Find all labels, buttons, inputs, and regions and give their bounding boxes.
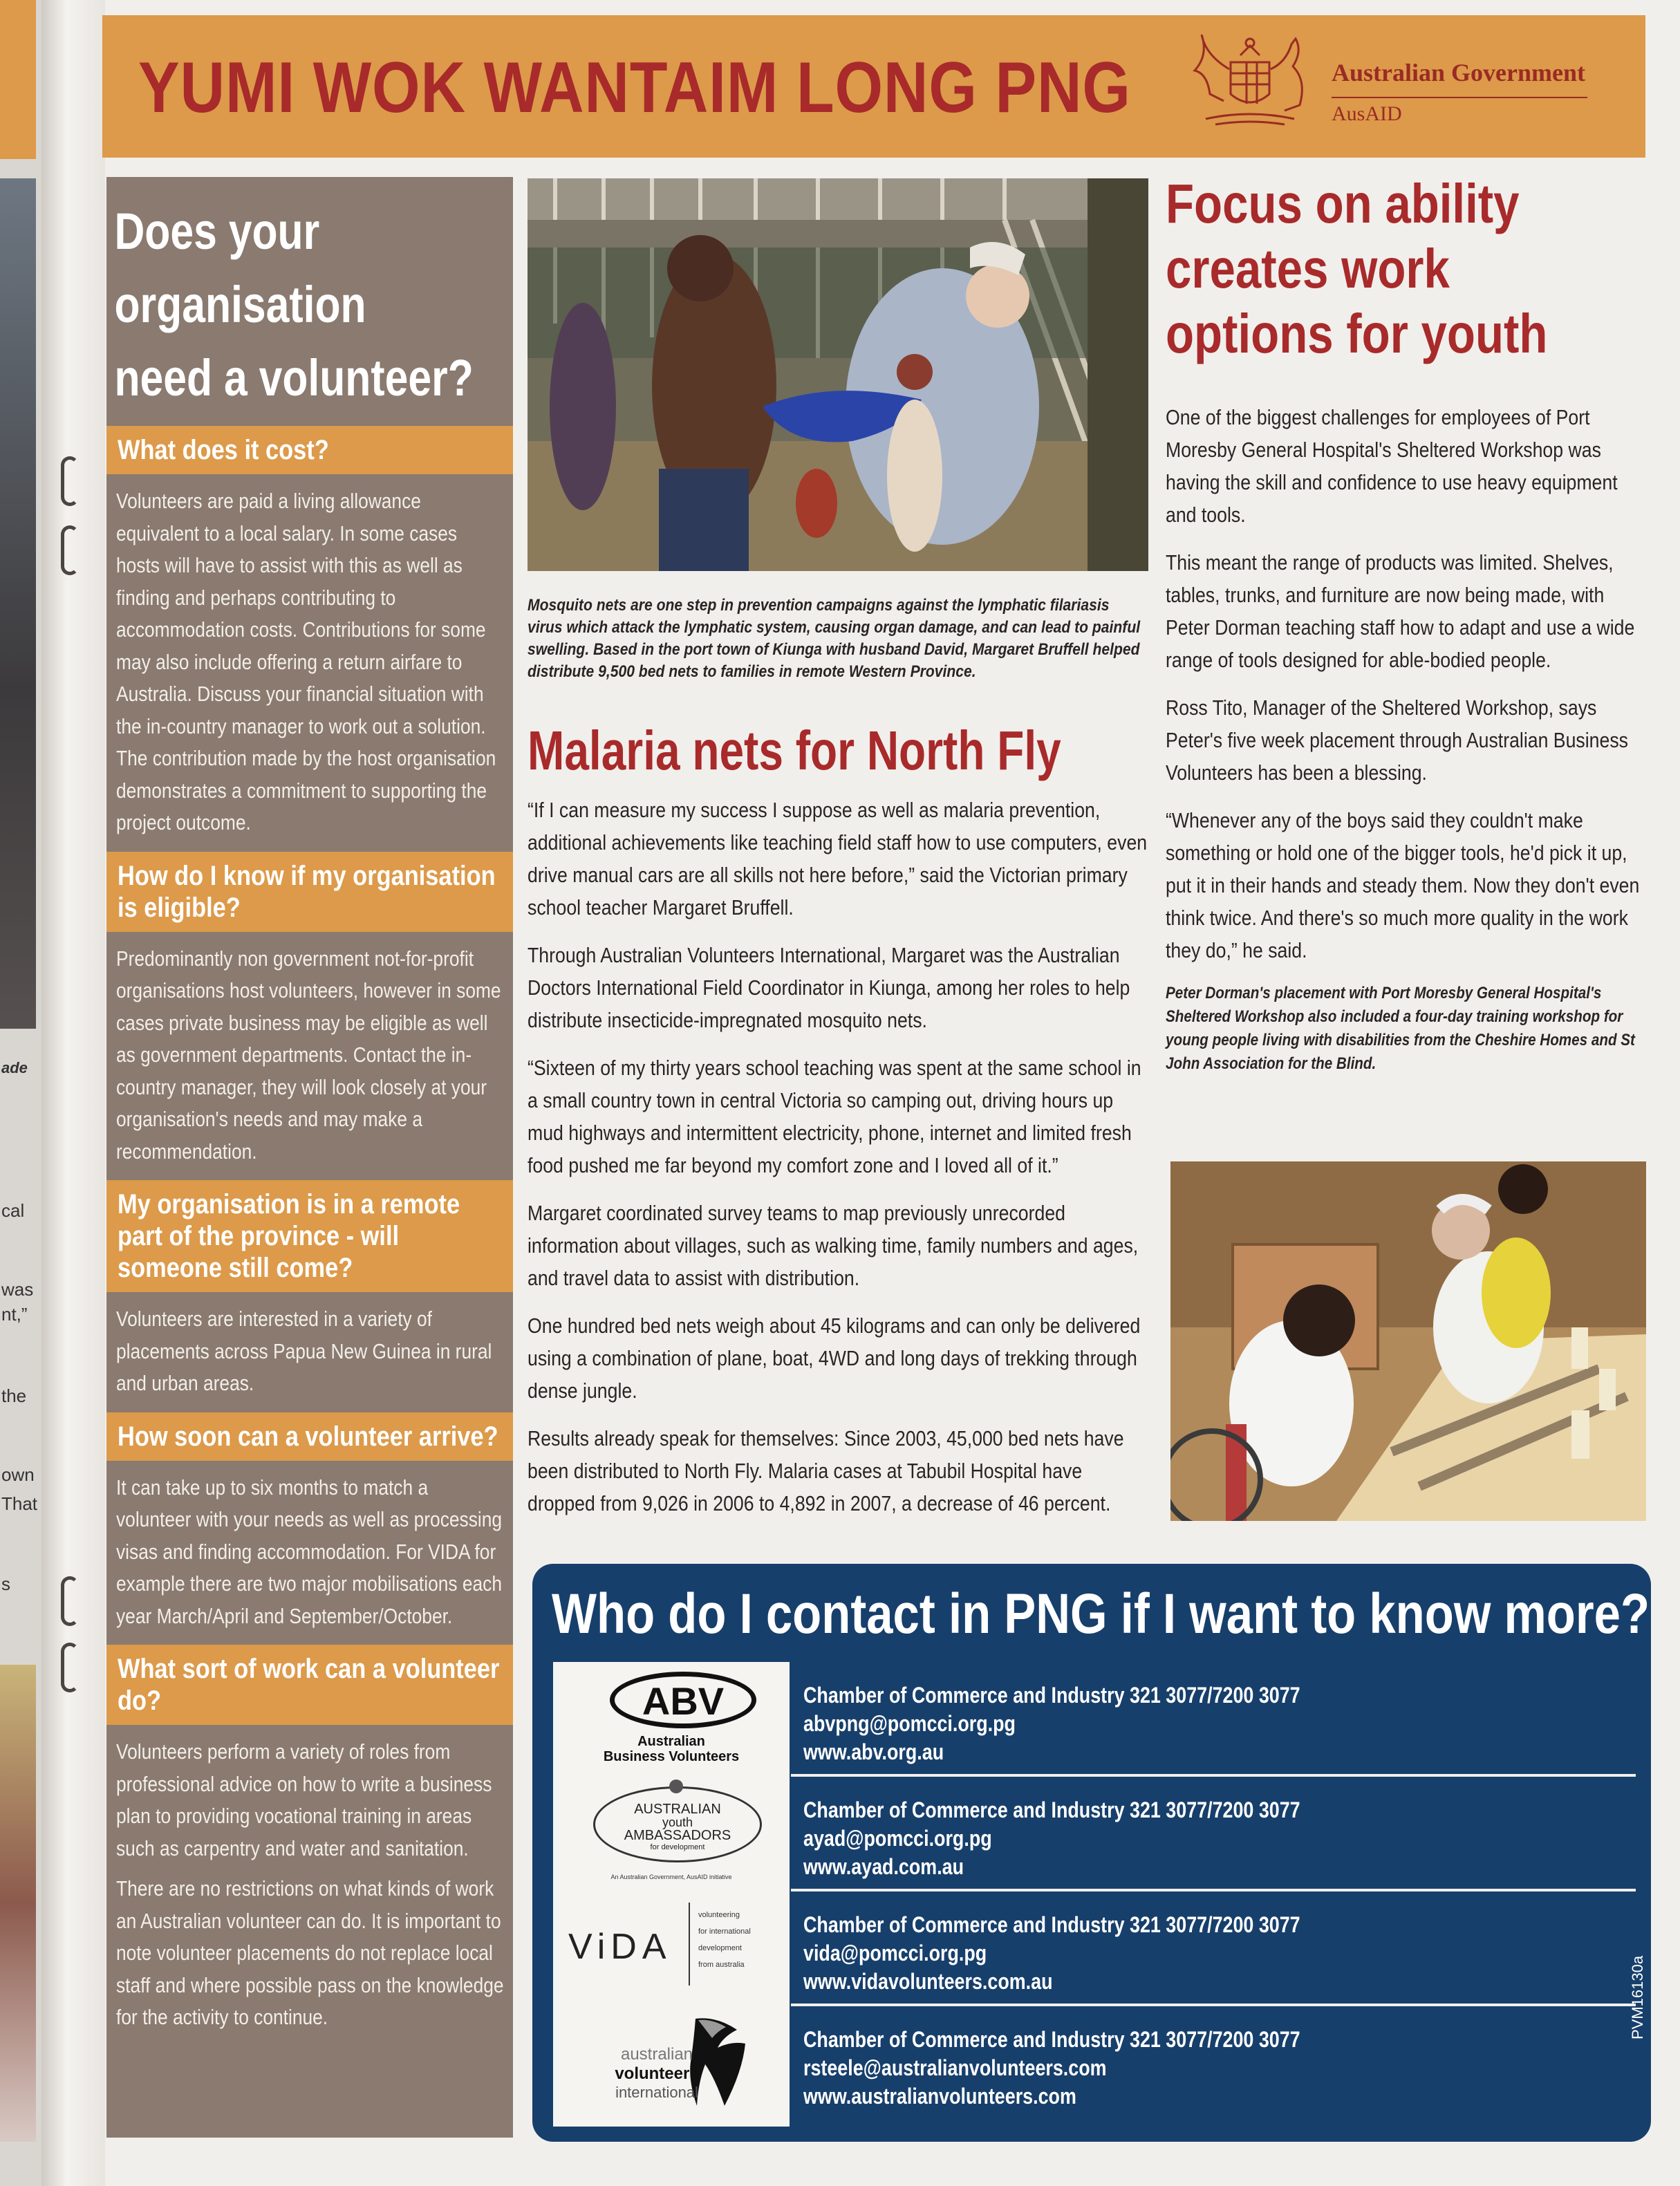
faq-answer-eligibility [106,932,513,1181]
contact-row-avi [791,2006,1636,2121]
contact-website[interactable]: www.australianvolunteers.com [803,2084,1076,2109]
contact-phone: Chamber of Commerce and Industry 321 3077/7200 3077 [803,1683,1300,1708]
adjacent-photo [0,178,36,1029]
faq-paragraph: Volunteers perform a variety of roles from professional advice on how to write a business plan to providing vocational training in areas such as carpentry and water and sanitation. [116,1739,492,1860]
vida-logo-mark: ViDA [568,1927,672,1967]
article-paragraph: Results already speak for themselves: Since 2003, 45,000 bed nets have been distributed to North Fly. Malaria cases at Tabubil Hospital have dropped from 9,026 in 2006 to 4,892 in 2007, a decrease of 46 percent. [528,1426,1124,1515]
ayad-logo-text: AMBASSADORS [624,1828,731,1843]
contact-website[interactable]: www.vidavolunteers.com.au [803,1969,1053,1994]
faq-heading-remote: My organisation is in a remote part of the province - will someone still come? [106,1180,513,1292]
abv-logo-name: Business Volunteers [603,1749,740,1764]
abv-logo-name: Australian [637,1734,705,1749]
ayad-logo-text: youth [662,1815,693,1829]
edge-fragment: That [1,1493,38,1514]
edge-fragment: the [1,1385,27,1406]
header-banner [102,15,1645,158]
contact-phone: Chamber of Commerce and Industry 321 3077/7200 3077 [803,2027,1300,2052]
article-heading-focus: Focus on ability creates work options for youth [1166,173,1548,364]
mosquito-net-distribution-photo [528,178,1148,571]
faq-heading-work: What sort of work can a volunteer do? [106,1645,513,1725]
divider [1332,97,1587,98]
faq-answer-remote [106,1292,513,1412]
contact-website[interactable]: www.abv.org.au [803,1739,944,1764]
faq-paragraph: Predominantly non government not-for-profit organisations host volunteers, however in some cases private business may be eligible as well as government departments. Contact the in-country manager, they will look closely at your organisation's needs and may make a recommendation. [116,946,501,1164]
vida-logo-tagline: for international [698,1927,751,1936]
contact-box [532,1564,1651,2142]
government-name: Australian Government [1332,59,1585,86]
contact-title: Who do I contact in PNG if I want to know more? [552,1582,1650,1645]
binding-spine [41,0,105,2186]
agency-name: AusAID [1332,102,1402,125]
coat-of-arms-icon [1181,35,1319,138]
edge-fragment: was [1,1279,34,1300]
edge-fragment: ade [1,1059,28,1076]
vida-logo-tagline: development [698,1944,742,1952]
photo-caption: Mosquito nets are one step in prevention campaigns against the lymphatic filariasis virus which attack the lymphatic system, causing organ damage, and can lead to painful swelling. Based in the port town of Kiunga with husband David, Margaret Bruffell helped distribute 9,500 bed nets to families in remote Western Province. [528,596,1141,681]
vida-logo [553,1891,790,2006]
contact-email[interactable]: vida@pomcci.org.pg [803,1941,987,1965]
faq-answer-work [106,1725,513,2046]
contact-email[interactable]: abvpng@pomcci.org.pg [803,1711,1016,1736]
faq-paragraph: Volunteers are interested in a variety of placements across Papua New Guinea in rural and urban areas. [116,1307,492,1395]
article-paragraph: Through Australian Volunteers International, Margaret was the Australian Doctors International Field Coordinator in Kiunga, among her roles to help distribute insecticide-impregnated mosquito nets. [528,943,1130,1032]
contact-email[interactable]: rsteele@australianvolunteers.com [803,2055,1107,2080]
binding-ring [61,525,79,575]
article-paragraph: “Sixteen of my thirty years school teaching was spent at the same school in a small country town in central Victoria so camping out, driving hours up mud highways and intermittent electricity, phone, internet and limited fresh food pushed me far beyond my comfort zone and I loved all of it.” [528,1056,1141,1177]
sidebar-title-line: Does your [114,203,320,260]
contact-website[interactable]: www.ayad.com.au [803,1854,964,1879]
faq-answer-arrival [106,1461,513,1645]
article-paragraph: “Whenever any of the boys said they couldn't make something or hold one of the bigger tools, he'd pick it up, put it in their hands and steady them. Now they don't even think twice. And there's so much more quality in the work they do,” he said. [1166,808,1640,962]
edge-fragment: nt,” [1,1304,28,1325]
article-body-focus [1166,401,1650,1091]
adjacent-photo [0,1665,36,2142]
avi-logo-text: volunteers [615,2064,699,2083]
ayad-logo [553,1777,790,1891]
article-paragraph: One hundred bed nets weigh about 45 kilograms and can only be delivered using a combination of plane, boat, 4WD and long days of trekking through dense jungle. [528,1314,1141,1403]
article-paragraph: Ross Tito, Manager of the Sheltered Workshop, says Peter's five week placement through Australian Business Volunteers has been a blessing. [1166,695,1628,785]
adjacent-orange-strip [0,0,36,159]
faq-paragraph: It can take up to six months to match a volunteer with your needs as well as processing visas and finding accommodation. For VIDA for example there are two major mobilisations each year March/April and September/October. [116,1475,503,1628]
edge-fragment: own [1,1464,35,1485]
faq-paragraph: There are no restrictions on what kinds of work an Australian volunteer can do. It is important to note volunteer placements do not replace local staff and where possible pass on the knowledge for the activity to continue. [116,1876,504,2029]
article-paragraph: This meant the range of products was limited. Shelves, tables, trunks, and furniture are now being made, with Peter Dorman teaching staff how to adapt and use a wide range of tools designed for able-bodied people. [1166,550,1635,672]
contact-row-abv [791,1662,1636,1777]
abv-logo-mark: ABV [642,1679,725,1723]
avi-logo [553,2006,790,2127]
faq-paragraph: Volunteers are paid a living allowance equivalent to a local salary. In some cases hosts will have to assist with this as well as finding and perhaps contributing to accommodation costs. Contributions for some may also include offering a return airfare to Australia. Discuss your financial situation with the in-country manager to work out a solution. The contribution made by the host organisation demonstrates a commitment to supporting the project outcome. [116,489,496,834]
faq-heading-arrival: How soon can a volunteer arrive? [106,1412,513,1461]
avi-logo-text: australian [620,2045,693,2064]
adjacent-page-edge [0,0,41,2186]
workshop-training-photo [1170,1161,1646,1521]
ayad-logo-text: for development [650,1843,705,1851]
edge-fragment: s [1,1573,10,1594]
faq-answer-cost [106,474,513,852]
newsletter-title: YUMI WOK WANTAIM LONG PNG [138,48,1131,128]
contact-phone: Chamber of Commerce and Industry 321 3077/7200 3077 [803,1797,1300,1822]
article-heading-malaria: Malaria nets for North Fly [528,720,1061,781]
contact-row-vida [791,1891,1636,2006]
avi-logo-text: international [615,2084,698,2101]
article-body-malaria [528,794,1150,1535]
faq-heading-eligibility: How do I know if my organisation is eligible? [106,852,513,932]
binding-ring [61,1576,79,1626]
abv-logo [553,1662,790,1777]
contact-list [791,1662,1636,2121]
ayad-logo-tagline: An Australian Government, AusAID initiative [610,1874,732,1880]
contact-phone: Chamber of Commerce and Industry 321 3077/7200 3077 [803,1912,1300,1937]
article-paragraph: One of the biggest challenges for employees of Port Moresby General Hospital's Sheltered Workshop was having the skill and confidence to use heavy equipment and tools. [1166,405,1618,527]
contact-email[interactable]: ayad@pomcci.org.pg [803,1826,992,1851]
binding-ring [61,456,79,506]
ayad-logo-text: AUSTRALIAN [634,1802,721,1817]
article-paragraph: Margaret coordinated survey teams to map previously unrecorded information about villages, such as walking time, family numbers and ages, and travel data to assist with distribution. [528,1201,1139,1290]
article-paragraph: “If I can measure my success I suppose as well as malaria prevention, additional achievements like teaching field staff how to use computers, even drive manual cars are all skills not here before,” said the Victorian primary school teacher Margaret Bruffell. [528,798,1148,919]
volunteer-faq-sidebar [106,177,513,2138]
sidebar-title-line: need a volunteer? [114,349,474,407]
binding-ring [61,1643,79,1692]
publication-code: PVM16130a [1629,1955,1646,2039]
faq-heading-cost: What does it cost? [106,426,513,474]
vida-logo-tagline: volunteering [698,1911,740,1919]
organisation-logos [553,1662,790,2127]
sidebar-title-line: organisation [114,276,366,333]
vida-logo-tagline: from australia [698,1961,745,1969]
edge-fragment: cal [1,1200,25,1221]
article-caption: Peter Dorman's placement with Port Moresby General Hospital's Sheltered Workshop also included a four-day training workshop for young people living with disabilities from the Cheshire Homes and St John Association for the Blind. [1166,984,1635,1073]
sidebar-title [106,177,503,415]
contact-row-ayad [791,1777,1636,1891]
